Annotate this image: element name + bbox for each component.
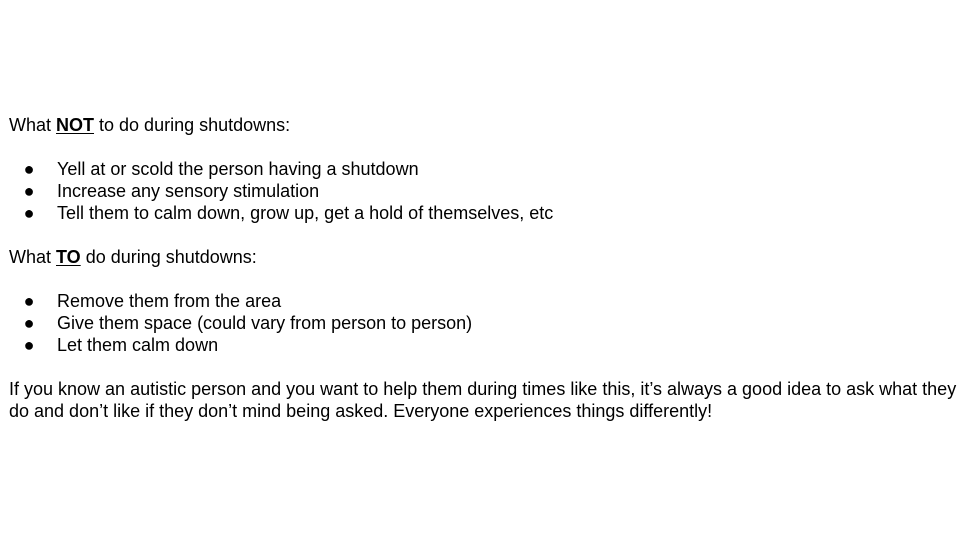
heading-not-suffix: to do during shutdowns: xyxy=(94,115,291,135)
list-item xyxy=(9,180,957,202)
closing-paragraph: If you know an autistic person and you want to help them during times like this, it’s always a good idea to ask what they do and don’t like if they don’t mind being asked. Everyone experiences things differently! xyxy=(9,379,957,421)
bullet-icon: ● xyxy=(23,313,35,333)
heading-to-prefix: What xyxy=(9,247,57,267)
not-to-do-list xyxy=(9,158,957,224)
list-item xyxy=(9,334,957,356)
list-item-text: Tell them to calm down, grow up, get a hold of themselves, etc xyxy=(57,203,554,223)
heading-what-to-do xyxy=(9,246,957,268)
heading-what-not-to-do xyxy=(9,114,957,136)
slide-text-body xyxy=(9,114,957,422)
bullet-icon: ● xyxy=(23,335,35,355)
list-item-text: Give them space (could vary from person to person) xyxy=(57,313,473,333)
list-item-text: Increase any sensory stimulation xyxy=(57,181,320,201)
list-item xyxy=(9,290,957,312)
spacer xyxy=(9,268,957,290)
bullet-icon: ● xyxy=(23,203,35,223)
bullet-icon: ● xyxy=(23,159,35,179)
to-do-list xyxy=(9,290,957,356)
list-item-text: Yell at or scold the person having a shutdown xyxy=(57,159,419,179)
spacer xyxy=(9,356,957,378)
list-item xyxy=(9,312,957,334)
bullet-icon: ● xyxy=(23,181,35,201)
spacer xyxy=(9,136,957,158)
spacer xyxy=(9,224,957,246)
list-item-text: Remove them from the area xyxy=(57,291,282,311)
heading-to-suffix: do during shutdowns: xyxy=(80,247,257,267)
bullet-icon: ● xyxy=(23,291,35,311)
list-item xyxy=(9,158,957,180)
heading-not-prefix: What xyxy=(9,115,57,135)
list-item xyxy=(9,202,957,224)
list-item-text: Let them calm down xyxy=(57,335,219,355)
heading-not-emphasis: NOT xyxy=(56,115,95,135)
heading-to-emphasis: TO xyxy=(56,247,81,267)
